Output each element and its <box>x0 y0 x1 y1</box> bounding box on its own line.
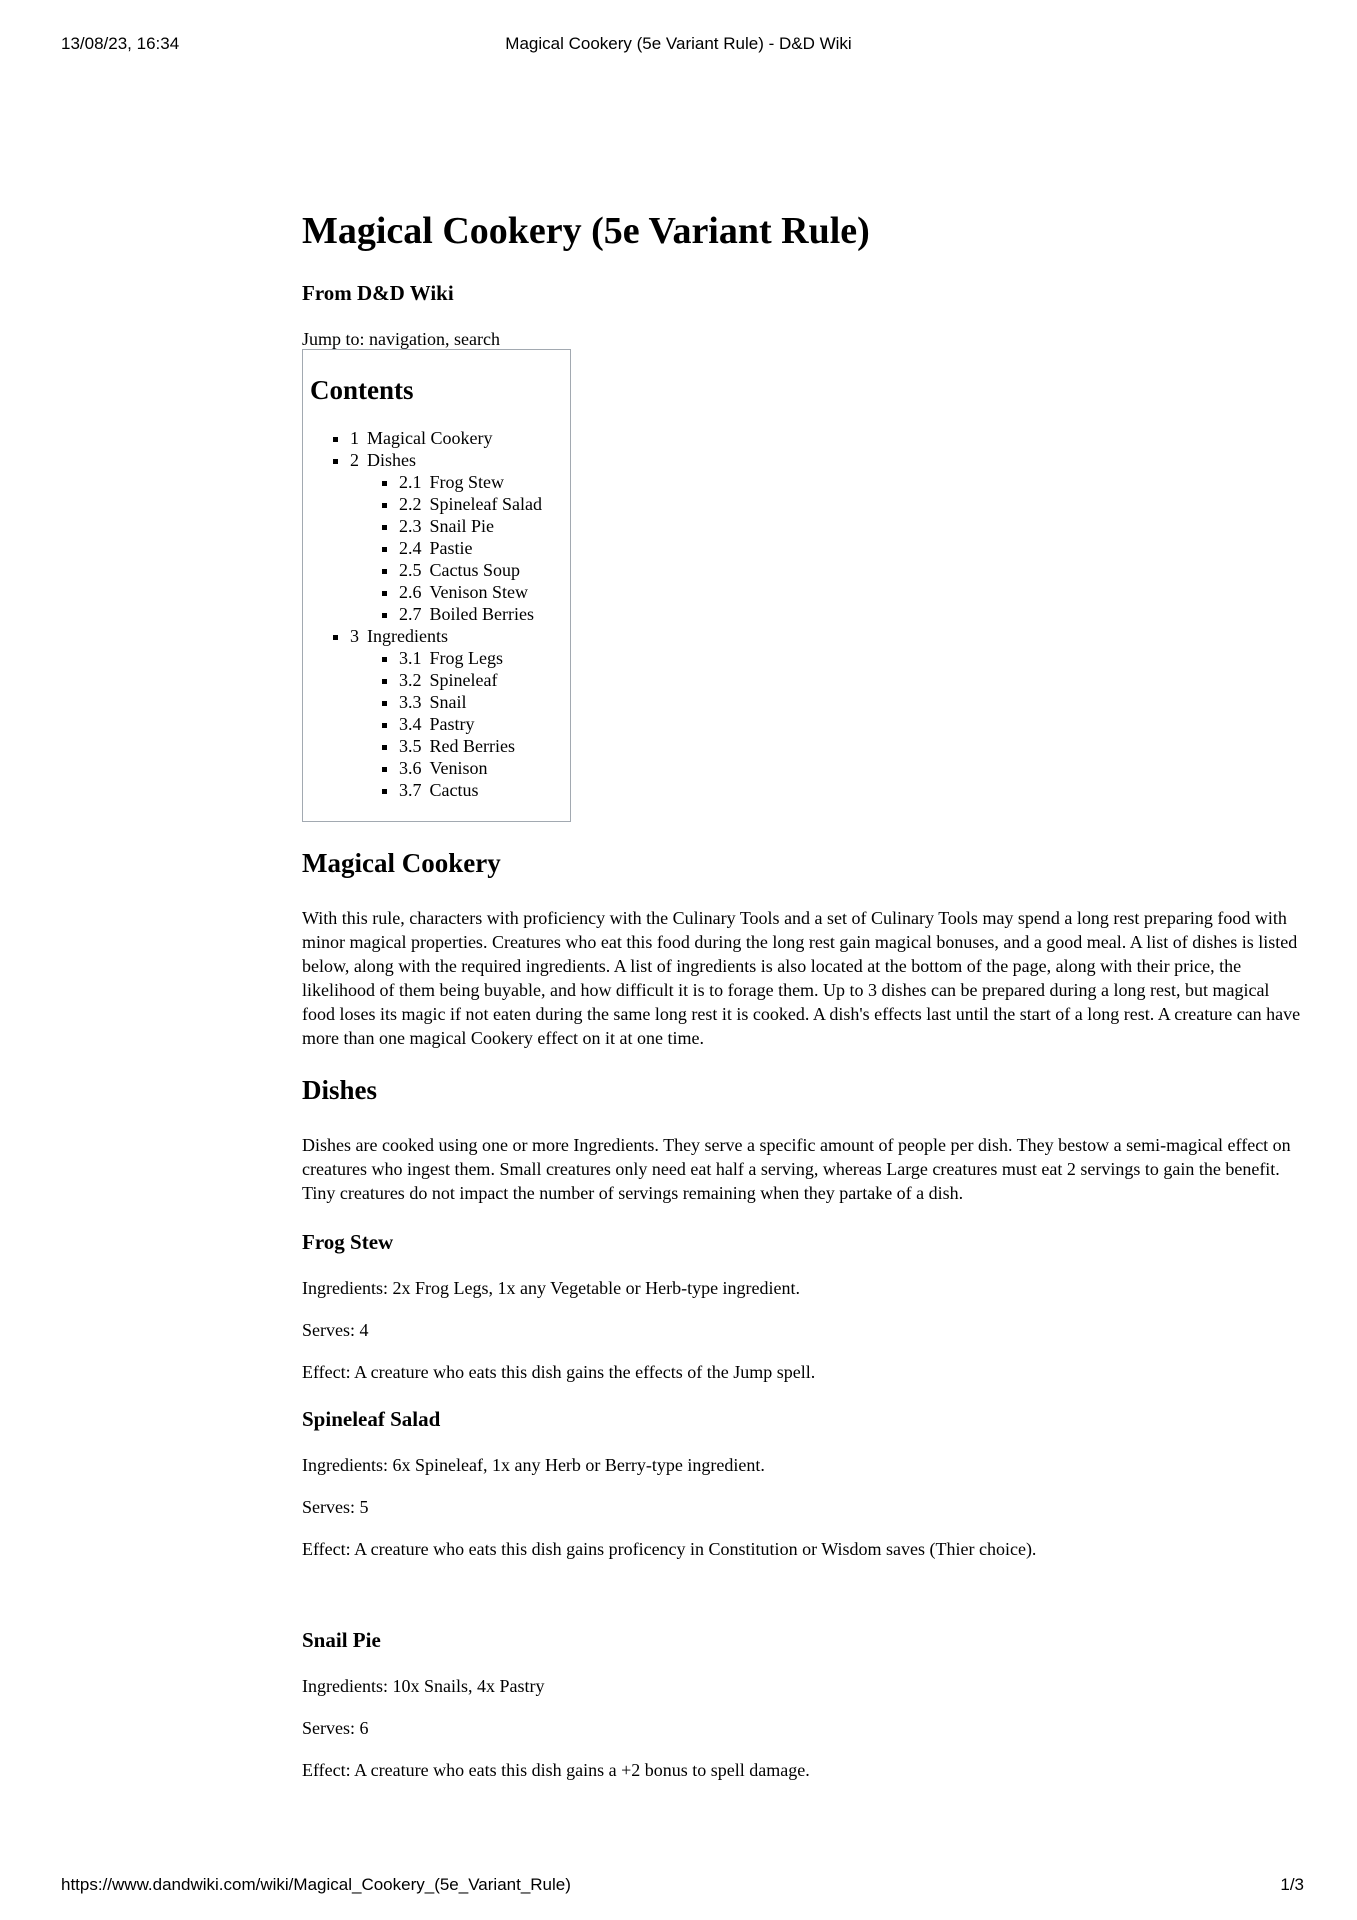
toc-item-boiled-berries[interactable] <box>399 603 563 625</box>
toc-number: 2 <box>350 450 359 470</box>
toc-item-cactus-soup[interactable] <box>399 559 563 581</box>
magical-cookery-text: With this rule, characters with proficiency with the Culinary Tools and a set of Culinary Tools may spend a long rest preparing food with minor magical properties. Creatures who eat this food during the long rest gain magical bonuses, and a good meal. A list of dishes is listed below, along with the required ingredients. A list of ingredients is also located at the bottom of the page, along with their price, the likelihood of them being buyable, and how difficult it is to forage them. Up to 3 dishes can be prepared during a long rest, but magical food loses its magic if not eaten during the same long rest it is cooked. A dish's effects last until the start of a long rest. A creature can have more than one magical Cookery effect on it at one time. <box>302 908 1301 1048</box>
toc-number: 1 <box>350 428 359 448</box>
toc-number: 3.1 <box>399 648 422 668</box>
snail-pie-serves: Serves: 6 <box>302 1718 369 1738</box>
print-page-number: 1/3 <box>1280 1875 1304 1894</box>
toc-item-pastry[interactable] <box>399 713 563 735</box>
heading-spineleaf-salad: Spineleaf Salad <box>302 1407 441 1431</box>
toc-item-venison[interactable] <box>399 757 563 779</box>
toc-sublist-dishes <box>350 471 563 625</box>
toc-label: Frog Stew <box>429 472 505 492</box>
toc-number: 3.6 <box>399 758 422 778</box>
jump-to <box>302 328 1302 350</box>
toc-item-ingredients[interactable] <box>350 625 563 801</box>
toc-label: Frog Legs <box>429 648 503 668</box>
toc-number: 2.4 <box>399 538 422 558</box>
toc-label: Boiled Berries <box>429 604 534 624</box>
toc-sublist-ingredients <box>350 647 563 801</box>
frog-stew-serves: Serves: 4 <box>302 1320 369 1340</box>
snail-pie-effect: Effect: A creature who eats this dish gains a +2 bonus to spell damage. <box>302 1760 810 1780</box>
toc-label: Red Berries <box>429 736 515 756</box>
toc-item-snail-pie[interactable] <box>399 515 563 537</box>
toc-item-snail[interactable] <box>399 691 563 713</box>
print-datetime: 13/08/23, 16:34 <box>61 34 180 53</box>
frog-stew-effect: Effect: A creature who eats this dish gains the effects of the Jump spell. <box>302 1362 816 1382</box>
toc-label: Venison Stew <box>429 582 528 602</box>
toc-item-frog-stew[interactable] <box>399 471 563 493</box>
toc-number: 2.2 <box>399 494 422 514</box>
jump-search-link[interactable]: search <box>454 329 500 349</box>
toc-item-venison-stew[interactable] <box>399 581 563 603</box>
toc-number: 2.3 <box>399 516 422 536</box>
toc-label: Spineleaf Salad <box>429 494 542 514</box>
frog-stew-ingredients: Ingredients: 2x Frog Legs, 1x any Vegetable or Herb-type ingredient. <box>302 1278 801 1298</box>
table-of-contents <box>302 349 571 822</box>
spineleaf-salad-effect: Effect: A creature who eats this dish gains proficency in Constitution or Wisdom saves (Thier choice). <box>302 1539 1037 1559</box>
toc-item-frog-legs[interactable] <box>399 647 563 669</box>
toc-number: 3.5 <box>399 736 422 756</box>
toc-item-cactus[interactable] <box>399 779 563 801</box>
toc-number: 2.5 <box>399 560 422 580</box>
toc-number: 2.7 <box>399 604 422 624</box>
jump-prefix: Jump to: <box>302 329 370 349</box>
heading-dishes: Dishes <box>302 1075 378 1105</box>
toc-label: Cactus Soup <box>429 560 521 580</box>
print-url: https://www.dandwiki.com/wiki/Magical_Cookery_(5e_Variant_Rule) <box>61 1875 571 1894</box>
toc-label: Magical Cookery <box>367 428 493 448</box>
toc-list <box>310 427 563 801</box>
spineleaf-salad-serves: Serves: 5 <box>302 1497 369 1517</box>
toc-label: Snail Pie <box>429 516 495 536</box>
jump-navigation-link[interactable]: navigation <box>369 329 445 349</box>
toc-number: 2.6 <box>399 582 422 602</box>
site-subtitle: From D&D Wiki <box>302 281 454 305</box>
print-page-title: Magical Cookery (5e Variant Rule) - D&D Wiki <box>505 34 852 53</box>
toc-label: Snail <box>429 692 467 712</box>
toc-item-dishes[interactable] <box>350 449 563 625</box>
toc-item-red-berries[interactable] <box>399 735 563 757</box>
dishes-text: Dishes are cooked using one or more Ingredients. They serve a specific amount of people per dish. They bestow a semi-magical effect on creatures who ingest them. Small creatures only need eat half a serving, whereas Large creatures must eat 2 servings to gain the benefit. Tiny creatures do not impact the number of servings remaining when they partake of a dish. <box>302 1135 1291 1203</box>
toc-number: 3 <box>350 626 359 646</box>
toc-number: 2.1 <box>399 472 422 492</box>
toc-item-magical-cookery[interactable] <box>350 427 563 449</box>
spineleaf-salad-ingredients: Ingredients: 6x Spineleaf, 1x any Herb or Berry-type ingredient. <box>302 1455 765 1475</box>
toc-label: Dishes <box>367 450 416 470</box>
toc-label: Pastry <box>429 714 475 734</box>
toc-item-spineleaf-salad[interactable] <box>399 493 563 515</box>
heading-snail-pie: Snail Pie <box>302 1628 381 1652</box>
toc-label: Pastie <box>429 538 473 558</box>
toc-number: 3.3 <box>399 692 422 712</box>
toc-number: 3.2 <box>399 670 422 690</box>
toc-label: Venison <box>429 758 488 778</box>
heading-magical-cookery: Magical Cookery <box>302 848 501 878</box>
toc-number: 3.4 <box>399 714 422 734</box>
article <box>302 205 1302 1782</box>
snail-pie-ingredients: Ingredients: 10x Snails, 4x Pastry <box>302 1676 545 1696</box>
toc-item-spineleaf[interactable] <box>399 669 563 691</box>
page-title: Magical Cookery (5e Variant Rule) <box>302 210 870 252</box>
toc-label: Ingredients <box>367 626 448 646</box>
heading-frog-stew: Frog Stew <box>302 1230 394 1254</box>
toc-label: Cactus <box>429 780 479 800</box>
toc-item-pastie[interactable] <box>399 537 563 559</box>
toc-label: Spineleaf <box>429 670 498 690</box>
toc-number: 3.7 <box>399 780 422 800</box>
jump-separator: , <box>445 329 454 349</box>
toc-title: Contents <box>310 375 414 405</box>
